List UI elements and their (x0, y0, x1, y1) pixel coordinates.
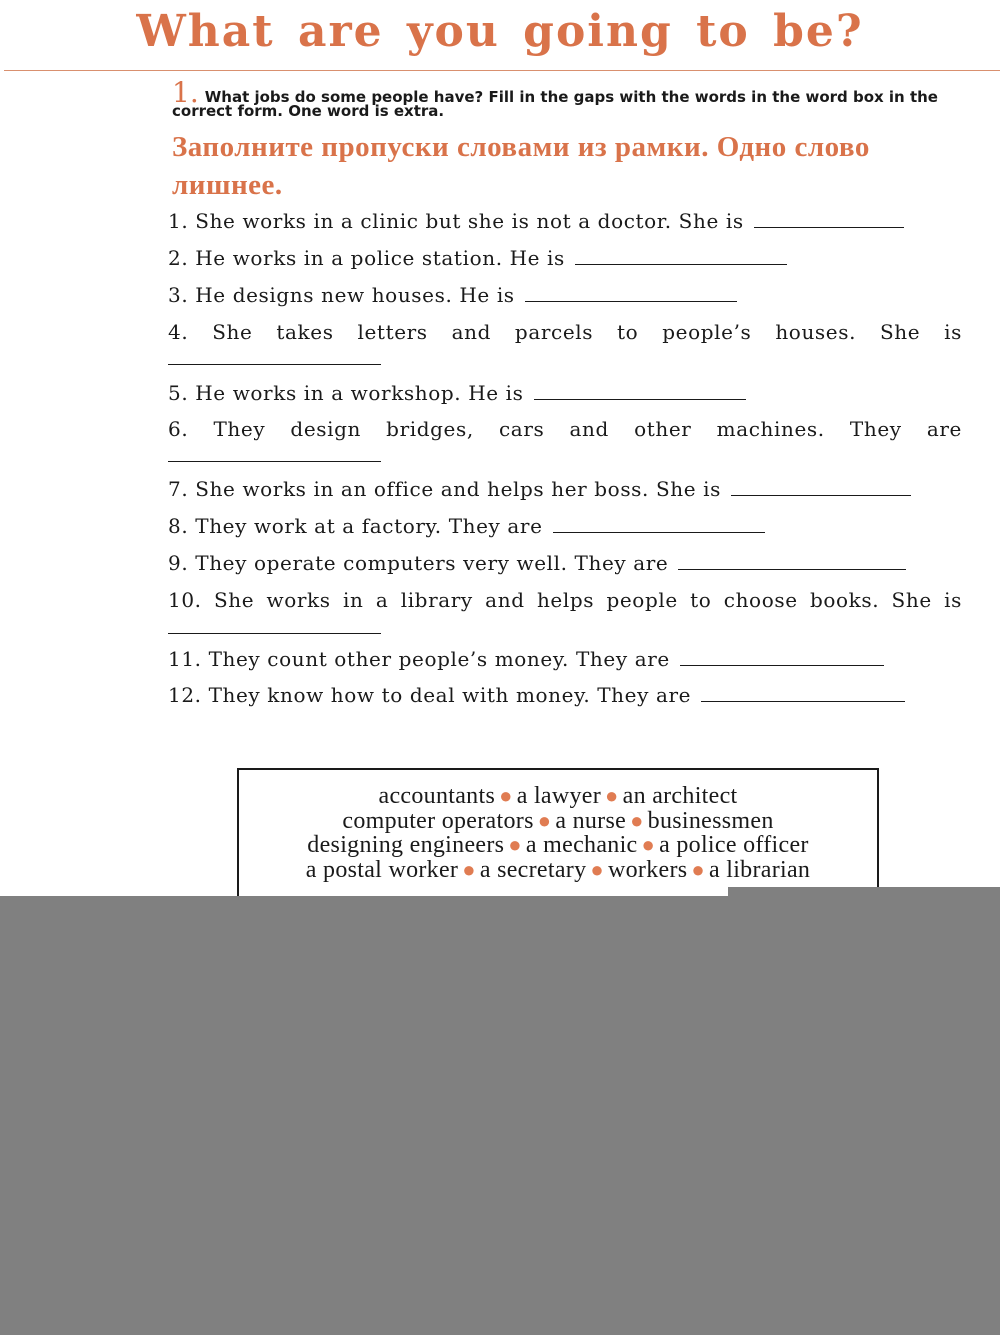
exercise-text: They count other people’s money. They are (208, 647, 670, 671)
exercise-number: 1. (168, 209, 189, 233)
task-instruction-text: What jobs do some people have? Fill in the gaps with the words in the word box in the correct form. One word is extra. (172, 88, 938, 120)
exercise-text: She works in a library and helps people to choose books. She is (213, 588, 962, 612)
exercise-text: They operate computers very well. They are (195, 551, 669, 575)
exercise-number: 5. (168, 381, 189, 405)
answer-blank[interactable] (553, 518, 765, 533)
exercise-text: They work at a factory. They are (195, 514, 543, 538)
exercise-item (168, 682, 962, 708)
word-box-row (239, 784, 877, 809)
worksheet-title: What are you going to be? (136, 6, 864, 57)
title-divider (4, 70, 1000, 71)
exercise-text: He works in a police station. He is (195, 246, 565, 270)
exercise-number: 3. (168, 283, 189, 307)
gray-overlay (0, 896, 1000, 1335)
word-option: businessmen (647, 807, 774, 834)
exercise-number: 12. (168, 683, 202, 707)
exercise-text: He works in a workshop. He is (195, 381, 524, 405)
word-option: computer operators (342, 807, 534, 834)
answer-blank[interactable] (534, 385, 746, 400)
word-option: designing engineers (307, 832, 505, 858)
exercise-text: She takes letters and parcels to people’s houses. She is (212, 320, 962, 344)
answer-blank[interactable] (731, 481, 911, 496)
exercise-item (168, 208, 962, 234)
answer-blank[interactable] (754, 213, 904, 228)
word-option: a mechanic (525, 832, 638, 858)
exercise-number: 7. (168, 477, 189, 501)
exercise-text: They design bridges, cars and other machines. They are (213, 417, 962, 441)
word-box-row (239, 833, 877, 858)
answer-blank[interactable] (701, 687, 905, 702)
bullet-dot-icon: ● (499, 783, 513, 808)
word-box-row (239, 809, 877, 834)
bullet-dot-icon: ● (590, 856, 604, 882)
bullet-dot-icon: ● (691, 856, 705, 882)
word-option: workers (607, 856, 688, 883)
task-number: 1. (172, 76, 199, 109)
exercise-item (168, 587, 962, 613)
exercise-item (168, 550, 962, 576)
word-option: a postal worker (305, 856, 459, 883)
task-instruction-ru: Заполните пропуски словами из рамки. Одно слово лишнее. (172, 131, 870, 201)
answer-blank[interactable] (168, 364, 381, 365)
exercise-item (168, 476, 962, 502)
answer-blank[interactable] (680, 651, 884, 666)
exercise-item (168, 416, 962, 442)
exercise-item (168, 380, 962, 406)
exercise-number: 4. (168, 320, 189, 344)
word-box-row (239, 858, 877, 883)
word-box (237, 768, 879, 898)
exercise-number: 8. (168, 514, 189, 538)
word-option: an architect (622, 783, 738, 809)
exercise-item (168, 319, 962, 345)
answer-blank[interactable] (168, 461, 381, 462)
word-option: a lawyer (516, 783, 602, 809)
bullet-dot-icon: ● (641, 832, 656, 857)
exercise-text: She works in an office and helps her boss. She is (195, 477, 721, 501)
exercise-text: He designs new houses. He is (195, 283, 515, 307)
bullet-dot-icon: ● (537, 807, 552, 833)
exercise-item (168, 282, 962, 308)
word-option: a secretary (479, 856, 587, 883)
answer-blank[interactable] (525, 287, 737, 302)
bullet-dot-icon: ● (630, 807, 644, 833)
bullet-dot-icon: ● (605, 783, 619, 808)
exercise-item (168, 646, 962, 672)
word-option: a librarian (708, 856, 811, 883)
answer-blank[interactable] (678, 555, 906, 570)
word-option: a police officer (659, 832, 809, 858)
exercise-number: 6. (168, 417, 189, 441)
exercise-number: 2. (168, 246, 189, 270)
exercise-number: 10. (168, 588, 202, 612)
exercise-text: She works in a clinic but she is not a doctor. She is (195, 209, 744, 233)
task-instruction (172, 76, 962, 120)
answer-blank[interactable] (575, 250, 787, 265)
answer-blank[interactable] (168, 633, 381, 634)
word-option: a nurse (555, 807, 627, 834)
exercise-item (168, 245, 962, 271)
exercise-number: 11. (168, 647, 202, 671)
exercise-item (168, 513, 962, 539)
exercise-number: 9. (168, 551, 189, 575)
bullet-dot-icon: ● (462, 856, 476, 882)
word-option: accountants (378, 783, 496, 809)
bullet-dot-icon: ● (508, 832, 522, 857)
exercise-text: They know how to deal with money. They are (208, 683, 692, 707)
